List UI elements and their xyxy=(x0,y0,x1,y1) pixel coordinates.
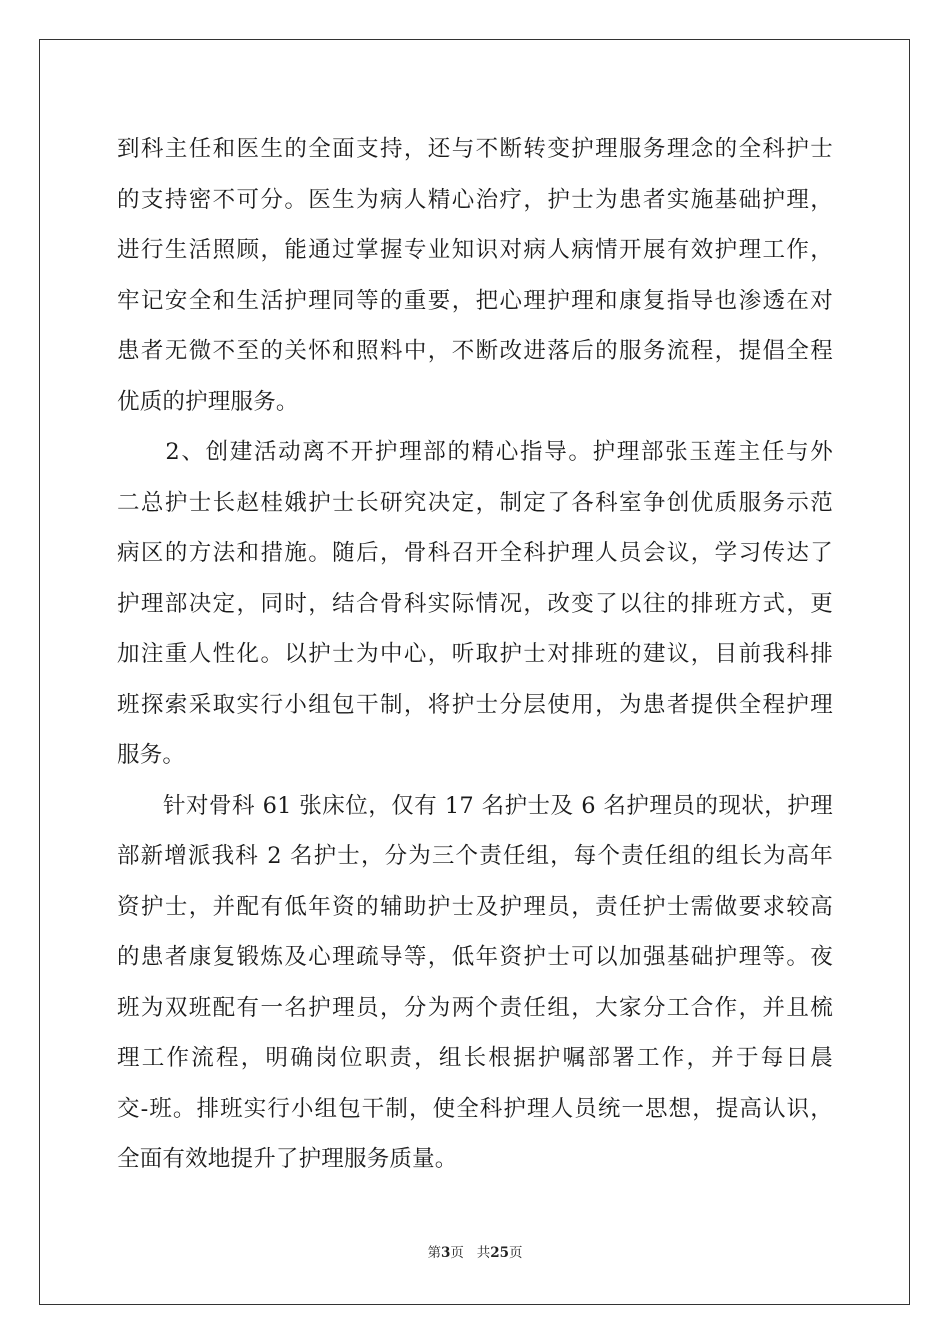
page-footer xyxy=(0,1244,950,1262)
text-line: 进行生活照顾，能通过掌握专业知识对病人病情开展有效护理工作， xyxy=(117,237,833,263)
text-line: 的支持密不可分。医生为病人精心治疗，护士为患者实施基础护理， xyxy=(117,186,833,213)
text-line: 理工作流程，明确岗位职责，组长根据护嘱部署工作，并于每日晨 xyxy=(117,1045,833,1071)
document-body xyxy=(117,124,833,1185)
total-pages: 25 xyxy=(490,1245,510,1261)
page-prefix: 第 xyxy=(427,1245,441,1261)
text-line: 资护士，并配有低年资的辅助护士及护理员，责任护士需做要求较高 xyxy=(117,893,833,920)
total-prefix: 共 xyxy=(476,1245,491,1261)
text-line: 病区的方法和措施。随后，骨科召开全科护理人员会议，学习传达了 xyxy=(117,540,833,566)
text-line: 部新增派我科 2 名护士，分为三个责任组，每个责任组的组长为高年 xyxy=(117,843,833,869)
text-line: 班为双班配有一名护理员，分为两个责任组，大家分工合作，并且梳 xyxy=(117,994,833,1021)
text-line: 针对骨科 61 张床位，仅有 17 名护士及 6 名护理员的现状，护理 xyxy=(117,792,833,819)
page-number: 3 xyxy=(440,1245,451,1261)
text-line: 2、创建活动离不开护理部的精心指导。护理部张玉莲主任与外 xyxy=(117,439,833,465)
text-line: 二总护士长赵桂娥护士长研究决定，制定了各科室争创优质服务示范 xyxy=(117,489,833,516)
text-line: 全面有效地提升了护理服务质量。 xyxy=(117,1146,458,1172)
text-line: 班探索采取实行小组包干制，将护士分层使用，为患者提供全程护理 xyxy=(117,691,833,718)
text-line: 护理部决定，同时，结合骨科实际情况，改变了以往的排班方式，更 xyxy=(117,590,833,617)
text-line: 到科主任和医生的全面支持，还与不断转变护理服务理念的全科护士 xyxy=(117,136,833,162)
text-line: 交-班。排班实行小组包干制，使全科护理人员统一思想，提高认识， xyxy=(117,1095,833,1122)
total-suffix: 页 xyxy=(509,1245,523,1261)
text-line: 牢记安全和生活护理同等的重要，把心理护理和康复指导也渗透在对 xyxy=(117,287,833,314)
text-line: 加注重人性化。以护士为中心，听取护士对排班的建议，目前我科排 xyxy=(117,641,833,667)
text-line: 的患者康复锻炼及心理疏导等，低年资护士可以加强基础护理等。夜 xyxy=(117,944,833,970)
text-line: 优质的护理服务。 xyxy=(117,388,299,415)
text-line: 患者无微不至的关怀和照料中，不断改进落后的服务流程，提倡全程 xyxy=(117,338,833,364)
text-line: 服务。 xyxy=(117,742,186,768)
page-suffix: 页 xyxy=(450,1245,464,1261)
